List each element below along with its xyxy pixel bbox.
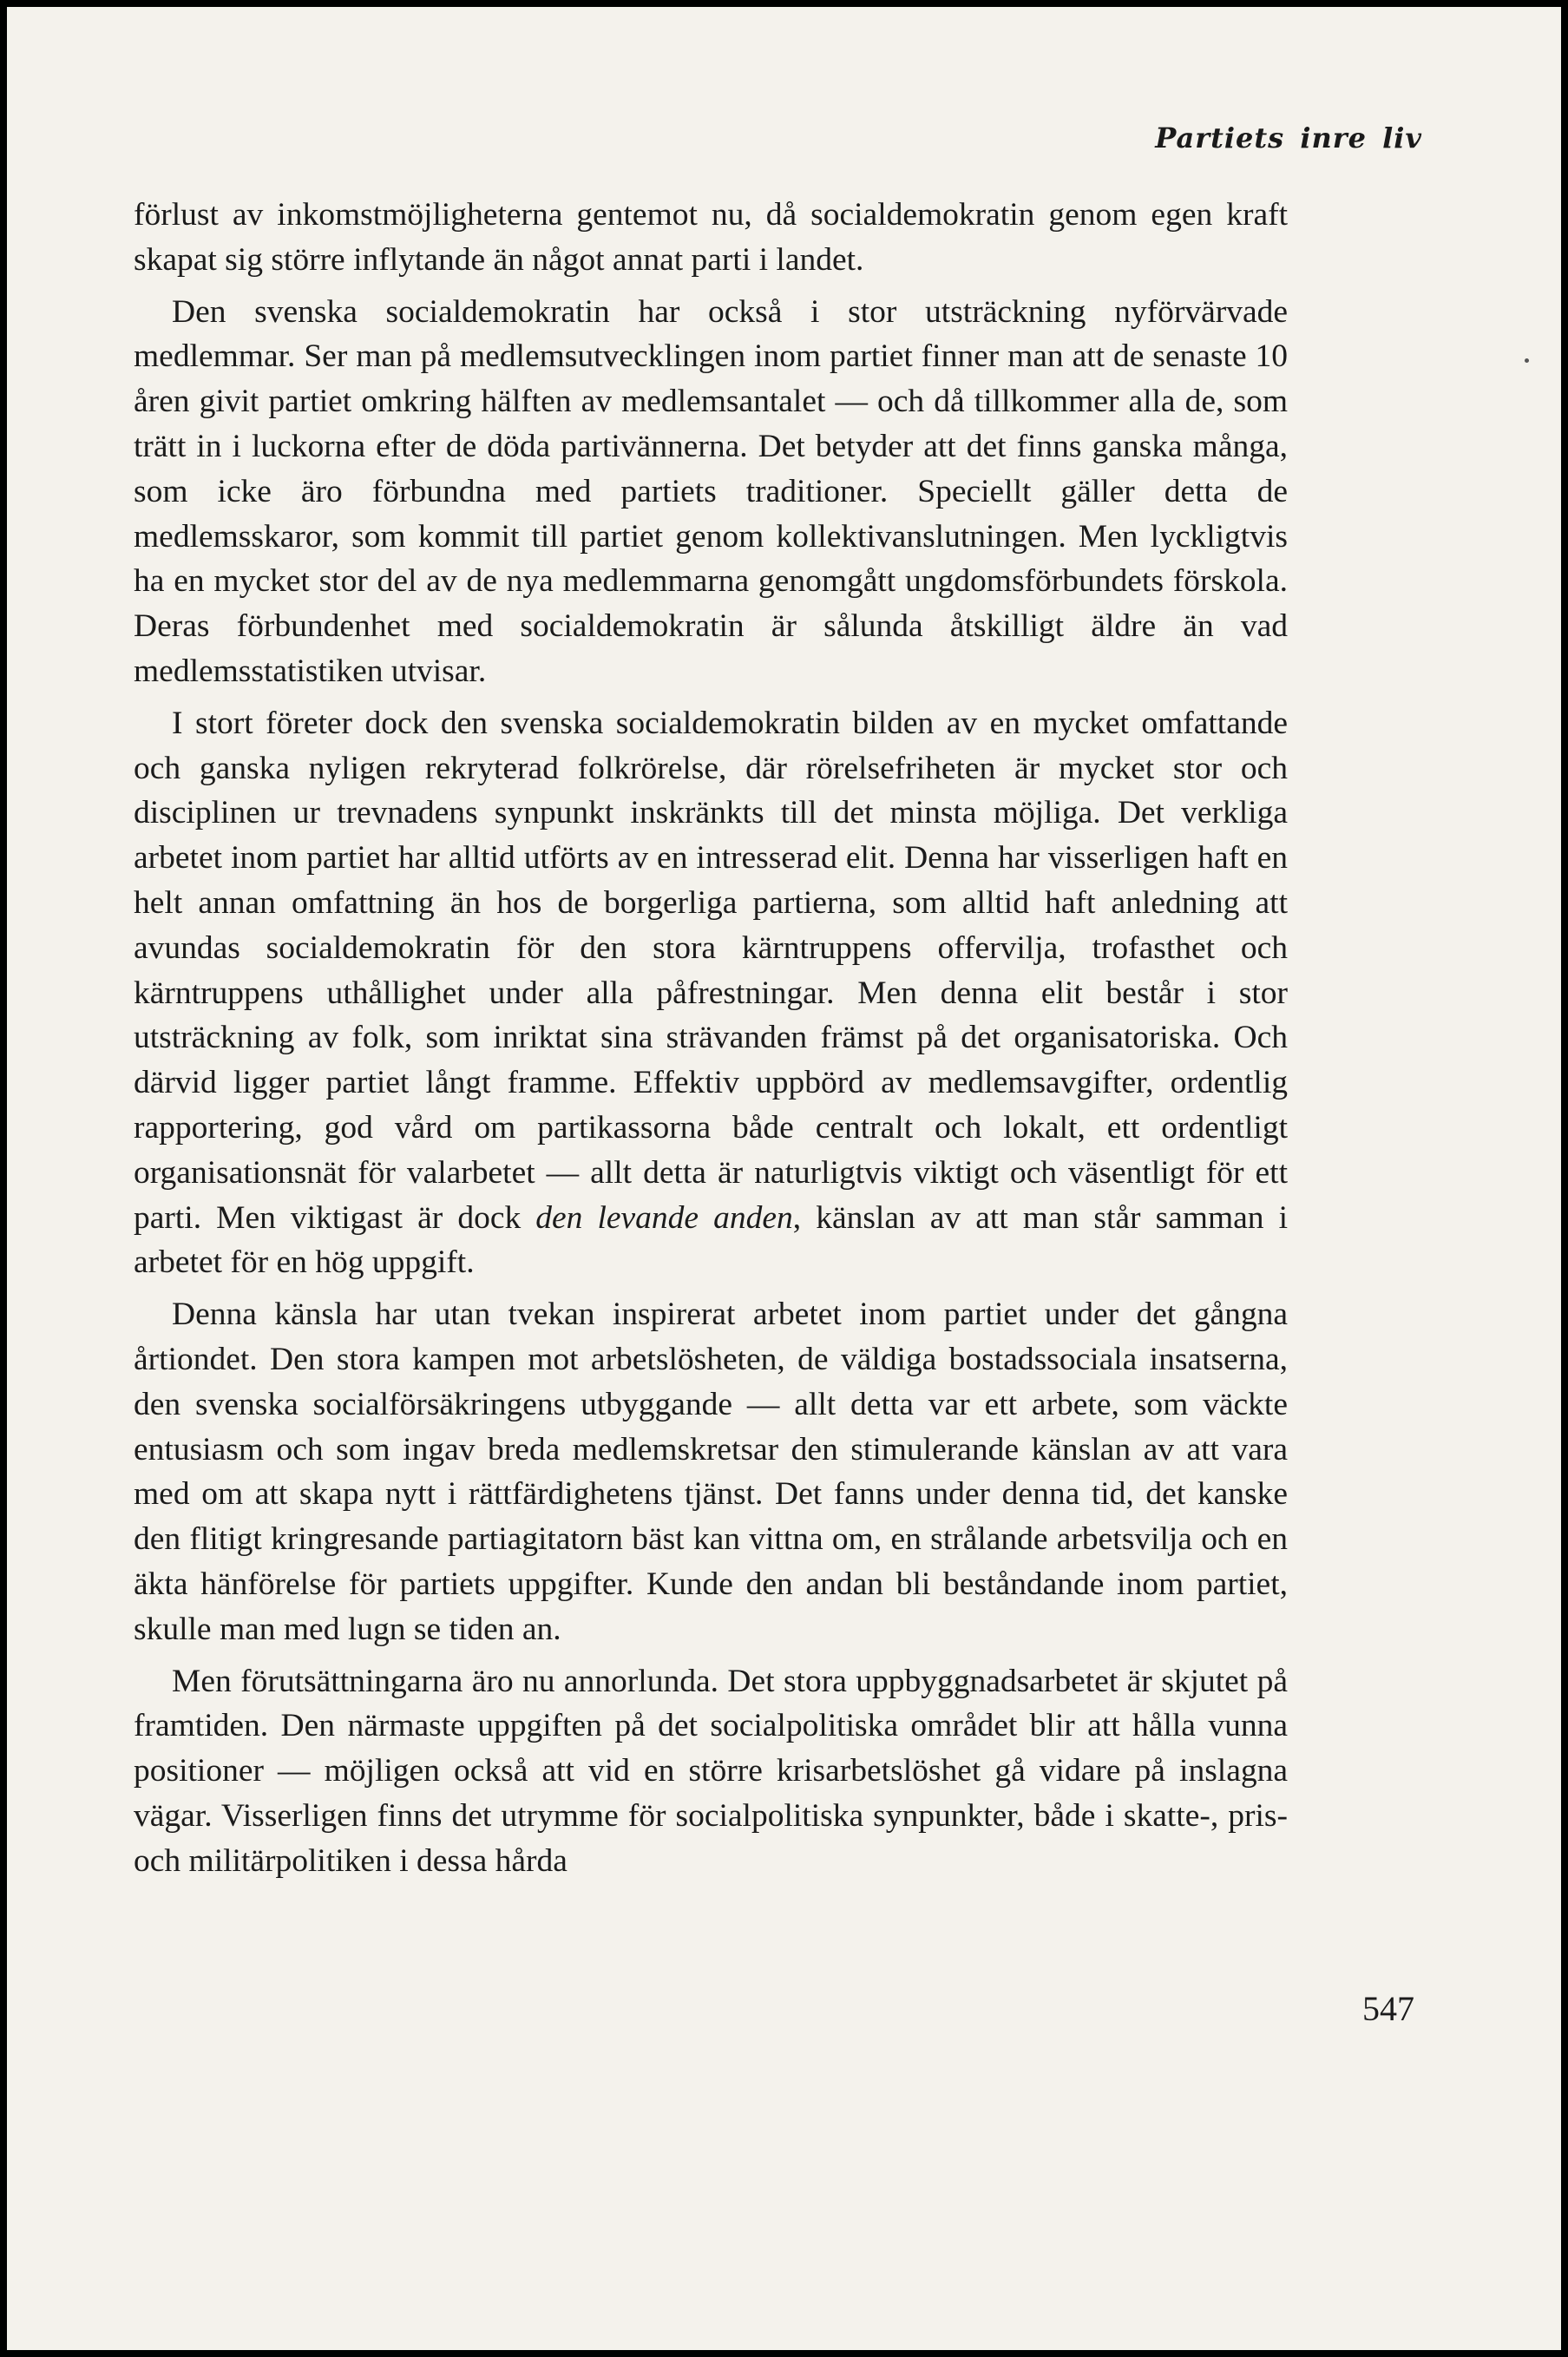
paragraph-3-emphasis: den levande anden bbox=[535, 1199, 793, 1236]
paper-speck bbox=[1525, 358, 1529, 363]
paragraph-2: Den svenska socialdemokratin har också i stor utsträckning nyförvärvade medlemmar. Ser man på medlemsutvecklingen inom partiet finner man att de senaste 10 åren givit partiet omkring hälften av medlemsantalet — och då tillkommer alla de, som trätt in i luckorna efter de döda partivännerna. Det betyder att det finns ganska många, som icke äro förbundna med partiets traditioner. Speciellt gäller detta de medlemsskaror, som kommit till partiet genom kollektivanslutningen. Men lyckligtvis ha en mycket stor del av de nya medlemmarna genomgått ungdomsförbundets förskola. Deras förbundenhet med socialdemokratin är sålunda åtskilligt äldre än vad medlemsstatistiken utvisar. bbox=[134, 293, 1288, 689]
page-number: 547 bbox=[1362, 1989, 1414, 2028]
running-head: Partiets inre liv bbox=[1155, 121, 1422, 154]
paragraph-3-text-before: I stort företer dock den svenska socialdemokratin bilden av en mycket omfattande och ganska nyligen rekryterad folkrörelse, där rörelsefriheten är mycket stor och disciplinen ur trevnadens synpunkt inskränkts till det minsta möjliga. Det verkliga arbetet inom partiet har alltid utförts av en intresserad elit. Denna har visserligen haft en helt annan omfattning än hos de borgerliga partierna, som alltid haft anledning att avundas socialdemokratin för den stora kärntruppens offervilja, trofasthet och kärntruppens uthållighet under alla påfrestningar. Men denna elit består i stor utsträckning av folk, som inriktat sina strävanden främst på det organisatoriska. Och därvid ligger partiet långt framme. Effektiv uppbörd av medlemsavgifter, ordentlig rapportering, god vård om partikassorna både centralt och lokalt, ett ordentligt organisationsnät för valarbetet — allt detta är naturligtvis viktigt och väsentligt för ett parti. Men viktigast är dock bbox=[134, 705, 1288, 1236]
book-page bbox=[7, 7, 1561, 2350]
body-text bbox=[134, 193, 1288, 1883]
paragraph-3-text-after: , känslan av att man står samman i arbetet för en hög uppgift. bbox=[134, 1199, 1288, 1281]
paragraph-3 bbox=[134, 701, 1288, 1285]
paragraph-5: Men förutsättningarna äro nu annorlunda. Det stora uppbyggnadsarbetet är skjutet på framtiden. Den närmaste uppgiften på det socialpolitiska området blir att hålla vunna positioner — möjligen också att vid en större krisarbetslöshet gå vidare på inslagna vägar. Visserligen finns det utrymme för socialpolitiska synpunkter, både i skatte-, pris- och militärpolitiken i dessa hårda bbox=[134, 1663, 1288, 1879]
paragraph-1: förlust av inkomstmöjligheterna gentemot nu, då socialdemokratin genom egen kraft skapat sig större inflytande än något annat parti i landet. bbox=[134, 197, 1288, 278]
paragraph-4: Denna känsla har utan tvekan inspirerat arbetet inom partiet under det gångna årtiondet. Den stora kampen mot arbetslösheten, de väldiga bostadssociala insatserna, den svenska socialförsäkringens utbyggande — allt detta var ett arbete, som väckte entusiasm och som ingav breda medlemskretsar den stimulerande känslan av att vara med om att skapa nytt i rättfärdighetens tjänst. Det fanns under denna tid, det kanske den flitigt kringresande partiagitatorn bäst kan vittna om, en strålande arbetsvilja och en äkta hänförelse för partiets uppgifter. Kunde den andan bli beståndande inom partiet, skulle man med lugn se tiden an. bbox=[134, 1297, 1288, 1647]
